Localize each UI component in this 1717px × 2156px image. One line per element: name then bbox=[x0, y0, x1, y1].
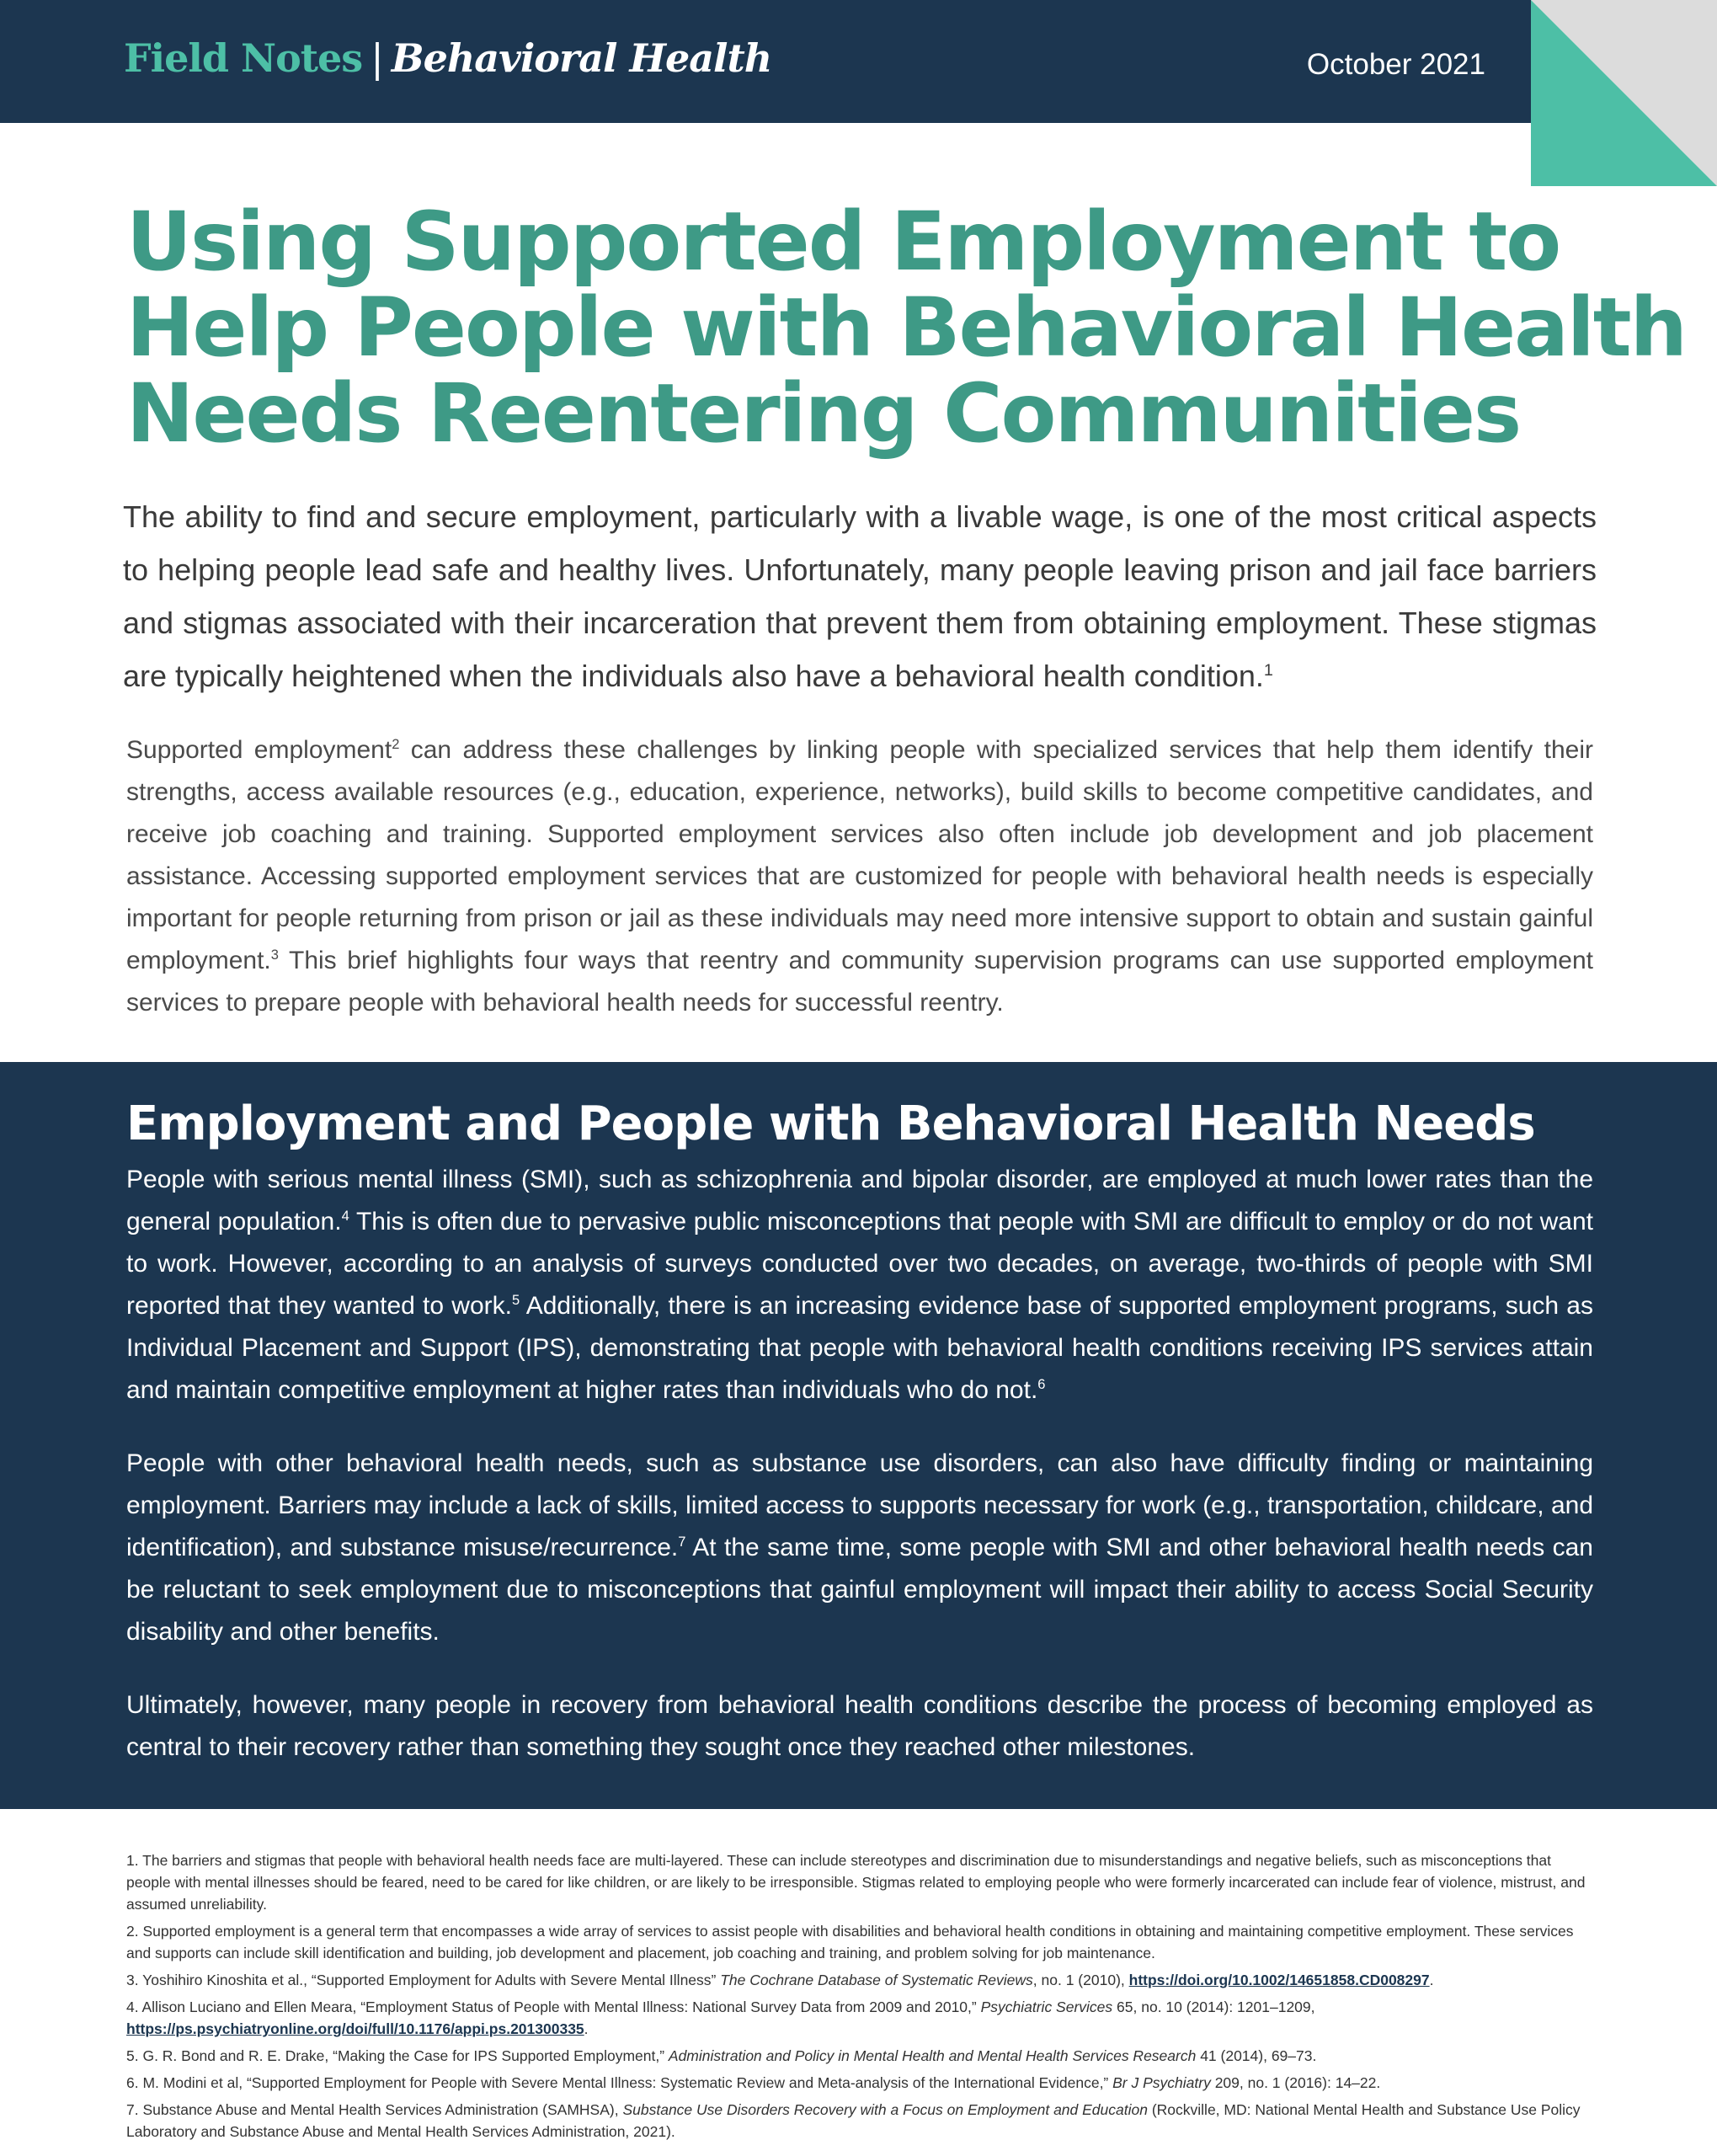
publication-date: October 2021 bbox=[1306, 48, 1485, 81]
footnote-ref[interactable]: 6 bbox=[1037, 1377, 1046, 1392]
title-line: Needs Reentering Communities bbox=[126, 366, 1521, 461]
footnotes bbox=[126, 1849, 1592, 2148]
brand-separator: | bbox=[371, 35, 383, 81]
lede-paragraph bbox=[123, 490, 1597, 702]
title-line: Using Supported Employment to bbox=[126, 195, 1560, 289]
section-paragraph bbox=[126, 1159, 1593, 1412]
footnote bbox=[126, 2099, 1592, 2143]
footnote-ref[interactable]: 4 bbox=[341, 1209, 349, 1224]
footnote-text: . bbox=[1429, 1972, 1434, 1988]
footnote bbox=[126, 1969, 1592, 1991]
article-link[interactable]: https://ps.psychiatryonline.org/doi/full/10.1176/appi.ps.201300335 bbox=[126, 2020, 584, 2037]
footnote-ref[interactable]: 1 bbox=[1263, 661, 1273, 680]
brand-section: Behavioral Health bbox=[391, 35, 772, 81]
footnote-journal: Br J Psychiatry bbox=[1112, 2074, 1211, 2091]
intro-paragraph bbox=[126, 729, 1593, 1024]
page-title bbox=[126, 195, 1686, 461]
footnote-ref[interactable]: 7 bbox=[678, 1534, 686, 1550]
footnote-text: 4. Allison Luciano and Ellen Meara, “Employment Status of People with Mental Illness: National Survey Data from 2009 and 2010,” bbox=[126, 1999, 981, 2015]
footnote-text: 7. Substance Abuse and Mental Health Services Administration (SAMHSA), bbox=[126, 2101, 623, 2118]
paragraph-text: People with other behavioral health needs, such as substance use disorders, can also have difficulty finding or maintaining employment. Barriers may include a lack of skills, limited access to supports necessary for work (e.g., transportation, childcare, and identification), and substance misuse/recurrence. bbox=[126, 1449, 1593, 1561]
footnote bbox=[126, 1996, 1592, 2040]
footnote-text: 209, no. 1 (2016): 14–22. bbox=[1210, 2074, 1381, 2091]
footnote-text: 3. Yoshihiro Kinoshita et al., “Supported Employment for Adults with Severe Mental Illness” bbox=[126, 1972, 721, 1988]
paragraph-text: can address these challenges by linking people with specialized services that help them identify their strengths, access available resources (e.g., education, experience, networks), build skills to become competitive candidates, and receive job coaching and training. Supported employment services also often include job development and job placement assistance. Accessing supported employment services that are customized for people with behavioral health needs is especially important for people returning from prison or jail as these individuals may need more intensive support to obtain and sustain gainful employment. bbox=[126, 736, 1593, 974]
footnote-ref[interactable]: 2 bbox=[392, 737, 400, 752]
corner-triangle-graphic bbox=[1531, 0, 1717, 186]
section-heading: Employment and People with Behavioral Health Needs bbox=[126, 1097, 1535, 1151]
paragraph-text: This is often due to pervasive public misconceptions that people with SMI are difficult to employ or do not want to work. However, according to an analysis of surveys conducted over two decades, on average, two-thirds of people with SMI reported that they wanted to work. bbox=[126, 1208, 1593, 1320]
doi-link[interactable]: https://doi.org/10.1002/14651858.CD008297 bbox=[1128, 1972, 1430, 1988]
section-paragraph bbox=[126, 1443, 1593, 1653]
footnote: 2. Supported employment is a general term that encompasses a wide array of services to assist people with disabilities and behavioral health conditions in obtaining and maintaining competitive employment. These services and supports can include skill identification and building, job development and placement, job coaching and training, and problem solving for job maintenance. bbox=[126, 1923, 1574, 1961]
paragraph-text: This brief highlights four ways that reentry and community supervision programs can use supported employment services to prepare people with behavioral health needs for successful reentry. bbox=[126, 947, 1593, 1017]
publication-brand bbox=[124, 35, 771, 81]
paragraph-text: Additionally, there is an increasing evidence base of supported employment programs, such as Individual Placement and Support (IPS), demonstrating that people with behavioral health conditions receiving IPS services attain and maintain competitive employment at higher rates than individuals who do not. bbox=[126, 1292, 1593, 1404]
footnote-text: 65, no. 10 (2014): 1201–1209, bbox=[1112, 1999, 1315, 2015]
footnote-text: 41 (2014), 69–73. bbox=[1196, 2047, 1317, 2064]
footnote-ref[interactable]: 3 bbox=[270, 947, 279, 963]
footnote-text: . bbox=[584, 2020, 589, 2037]
footnote-ref[interactable]: 5 bbox=[511, 1293, 520, 1308]
footnote-text: 5. G. R. Bond and R. E. Drake, “Making the Case for IPS Supported Employment,” bbox=[126, 2047, 669, 2064]
footnote-journal: The Cochrane Database of Systematic Reviews bbox=[720, 1972, 1033, 1988]
paragraph-text: Supported employment bbox=[126, 736, 392, 764]
footnote bbox=[126, 2045, 1592, 2067]
footnote-text: 6. M. Modini et al, “Supported Employment for People with Severe Mental Illness: Systematic Review and Meta-analysis of the International Evidence,” bbox=[126, 2074, 1113, 2091]
section-paragraph: Ultimately, however, many people in recovery from behavioral health conditions describe the process of becoming employed as central to their recovery rather than something they sought once they reached other milestones. bbox=[126, 1691, 1593, 1761]
footnote-text: (Rockville, MD: National Mental Health and Substance Use Policy Laboratory and Substance Abuse and Mental Health Services Administration, 2021). bbox=[126, 2101, 1581, 2140]
footnote-journal: Administration and Policy in Mental Health and Mental Health Services Research bbox=[668, 2047, 1197, 2064]
footnote-journal: Substance Use Disorders Recovery with a Focus on Employment and Education bbox=[622, 2101, 1148, 2118]
footnote-journal: Psychiatric Services bbox=[980, 1999, 1113, 2015]
title-line: Help People with Behavioral Health bbox=[126, 280, 1686, 375]
footnote: 1. The barriers and stigmas that people with behavioral health needs face are multi-layered. These can include stereotypes and discrimination due to misunderstandings and negative beliefs, such as misconceptions that people with mental illnesses should be feared, need to be cared for like children, or are likely to be irresponsible. Stigmas related to employing people who were formerly incarcerated can include fear of violence, mistrust, and assumed unreliability. bbox=[126, 1852, 1586, 1913]
footnote bbox=[126, 2072, 1592, 2094]
brand-field-notes: Field Notes bbox=[124, 35, 363, 81]
paragraph-text: At the same time, some people with SMI and other behavioral health needs can be reluctant to seek employment due to misconceptions that gainful employment will impact their ability to access Social Security disability and other benefits. bbox=[126, 1534, 1593, 1646]
lede-text: The ability to find and secure employment, particularly with a livable wage, is one of the most critical aspects to helping people lead safe and healthy lives. Unfortunately, many people leaving prison and jail face barriers and stigmas associated with their incarceration that prevent them from obtaining employment. These stigmas are typically heightened when the individuals also have a behavioral health condition. bbox=[123, 499, 1597, 693]
footnote-text: , no. 1 (2010), bbox=[1032, 1972, 1129, 1988]
paragraph-text: People with serious mental illness (SMI), such as schizophrenia and bipolar disorder, are employed at much lower rates than the general population. bbox=[126, 1166, 1593, 1235]
